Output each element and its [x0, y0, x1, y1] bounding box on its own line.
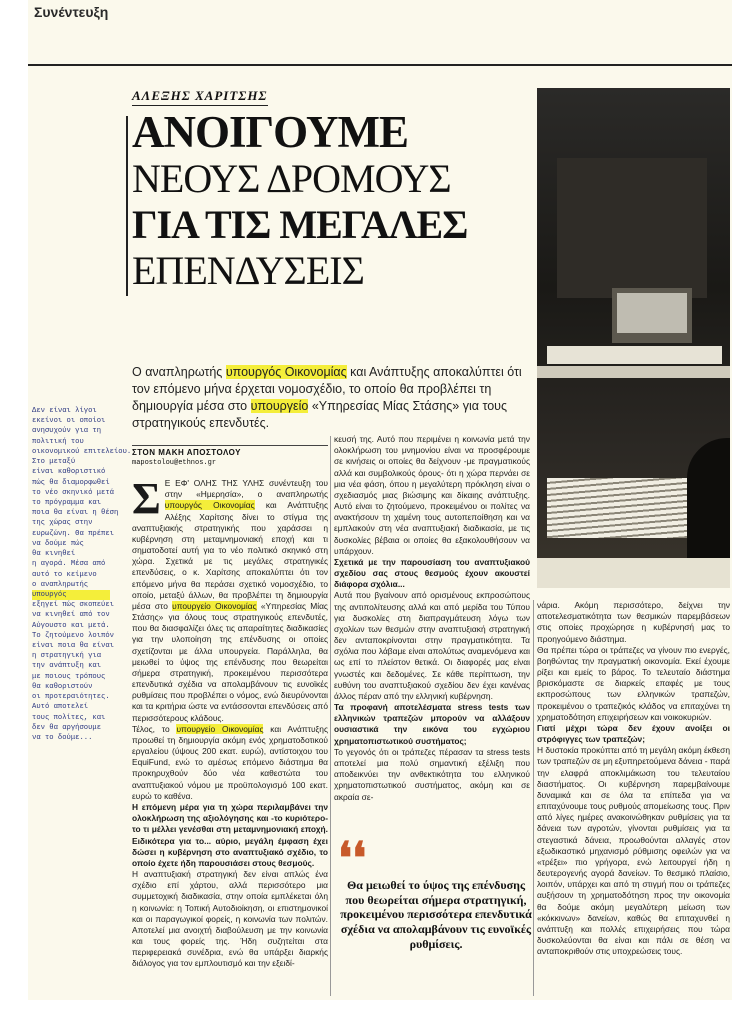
article-column-2 [334, 434, 530, 803]
col1-paragraph-3: Η αναπτυξιακή στρατηγική δεν είναι απλώς ένα σχέδιο επί χάρτου, αλλά περισσότερο μια συμμετοχική διαδικασία, στην οποία εμπλέκεται όλη η κοινωνία: η Τοπική Αυτοδιοίκηση, οι επιστημονικοί και οι παραγωγικοί φορείς, η κοινωνία των πολιτών. Αποτελεί μια ανοιχτή διαβούλευση με την κοινωνία και τους φορείς της. Ήδη συζητείται στα περιφερειακά συνέδρια, ενώ θα υπάρξει διαρκής διάλογος για τον εμπλουτισμό και την εξειδί- [132, 869, 328, 969]
column-divider-1 [330, 436, 331, 996]
title-line-3: ΓΙΑ ΤΙΣ ΜΕΓΑΛΕΣ [132, 202, 468, 247]
margin-note-line: με ποιους τρόπους [32, 672, 106, 681]
margin-note-line: τους πολίτες, και [32, 713, 106, 722]
lead-text-1: Ο αναπληρωτής [132, 365, 226, 379]
margin-note-line: ευρωζώνη. Θα πρέπει [32, 529, 114, 538]
byline-rule [132, 445, 328, 446]
margin-note-line: εξηγεί πώς σκοπεύει [32, 601, 114, 610]
margin-note-line: την ανάπτυξη και [32, 662, 102, 671]
margin-note-line: να το δούμε... [32, 734, 93, 742]
margin-note-line: να δούμε πώς [32, 539, 84, 548]
margin-note-line: πώς θα διαμορφωθεί [32, 478, 110, 487]
col1-paragraph-1 [132, 474, 328, 724]
col1-paragraph-2 [132, 724, 328, 802]
article-column-1 [132, 474, 328, 970]
col3-paragraph-2: Θα πρέπει τώρα οι τράπεζες να γίνουν πιο ενεργές, βοηθώντας την πραγματική οικονομία. Εκεί έχουμε ρίξει και εμείς το βάρος. Το τελευταίο διάστημα βρισκόμαστε σε διαρκείς επαφές με τους εκπροσώπους των ελληνικών τραπεζών, προκειμένου ο τραπεζικός κλάδος να επιταχύνει τη χρηματοδότηση επιχειρήσεων και νοικοκυριών. [537, 644, 730, 722]
col3-paragraph-1: νάρια. Ακόμη περισσότερο, δείχνει την αποτελεσματικότητα των θεσμικών παρεμβάσεων στις οποίες προχώρησε η κυβέρνησή μας το προηγούμενο διάστημα. [537, 600, 730, 644]
margin-note-line: υπουργός [32, 590, 110, 600]
margin-note-line: η στρατηγική για [32, 652, 102, 661]
title-rule [126, 116, 128, 296]
col1-highlight-3: υπουργείο Οικονομίας [176, 723, 264, 734]
col2-question-2: Τα προφανή αποτελέσματα stress tests των ελληνικών τραπεζών μπορούν να αλλάξουν ουσιαστικά την εικόνα του εγχώριου χρηματοπιστωτικού συστήματος; [334, 702, 530, 746]
margin-note-line: Αυτό αποτελεί [32, 703, 89, 712]
margin-note-line: το νέο σκηνικό μετά [32, 488, 114, 497]
title-line-4: ΕΠΕΝΔΥΣΕΙΣ [132, 248, 364, 293]
margin-note-line: θα κινηθεί [32, 550, 76, 559]
margin-note-line: πολιτική του [32, 437, 84, 446]
lead-highlight-1: υπουργός Οικονομίας [225, 365, 347, 379]
photo-desk [537, 558, 730, 588]
lead-paragraph [132, 364, 530, 432]
col1-text-5: και Ανάπτυξης προωθεί τη δημιουργία ακόμη ενός χρηματοδοτικού εργαλείου (ύψους 200 εκατ. ευρώ), αντίστοιχου του EquiFund, ενώ το αμέσως επόμενο διάστημα θα προκηρυχθούν δύο νέα καθεστώτα του αναπτυξιακού νόμου με προϋπολογισμό 100 εκατ. ευρώ το καθένα. [132, 723, 328, 801]
photo-papers-1 [547, 346, 722, 364]
photo-screen [617, 293, 687, 333]
lead-text-2: και Ανάπτυξης αποκαλύπτει ότι τον επόμενο μήνα έρχεται νομοσχέδιο, το οποίο θα προβλέπει τη δημιουργία μέσα στο [132, 365, 522, 413]
drop-cap: Σ [132, 474, 161, 523]
byline-email: mapostolou@ethnos.gr [132, 459, 217, 467]
interview-photo [537, 88, 730, 588]
title-line-1: ΑΝΟΙΓΟΥΜΕ [132, 107, 408, 157]
lead-highlight-2: υπουργείο [250, 398, 309, 413]
photo-window [557, 158, 707, 298]
margin-note-line: της χώρας στην [32, 519, 93, 528]
margin-note-line: αυτό το κείμενο [32, 570, 97, 579]
pull-quote-text: Θα μειωθεί το ύψος της επένδυσης που θεωρείται σήμερα στρατηγική, προκειμένου περισσότερα επενδυτικά σχέδια να απολαμβάνουν τις ευνοϊκές ρυθμίσεις. [340, 878, 532, 951]
photo-papers-2 [537, 366, 730, 378]
col2-paragraph-1: κευσή της. Αυτό που περιμένει η κοινωνία μετά την ολοκλήρωση του μνημονίου είναι να προσφέρουμε σε κινήσεις οι οποίες θα δείχνουν -με πραγματικούς αλλά και συμβολικούς όρους- ότι η χώρα περνάει σε μια νέα φάση, όπου η μεγαλύτερη πρόκληση είναι ο σχεδιασμός μιας βιώσιμης και δίκαιης ανάπτυξης. Αυτό είναι το ζητούμενο, προκειμένου οι πολίτες να ανακτήσουν τη χαμένη τους αυτοπεποίθηση και να εμπλακούν στη νέα αναπτυξιακή διαδικασία, με τις δυσκολίες βέβαια οι οποίες θα εξακολουθήσουν να υπάρχουν. [334, 434, 530, 556]
margin-note-line: ο αναπληρωτής [32, 580, 89, 589]
col3-question: Γιατί μέχρι τώρα δεν έχουν ανοίξει οι στρόφιγγες των τραπεζών; [537, 722, 730, 745]
author-name: ΑΛΕΞΗΣ ΧΑΡΙΤΣΗΣ [132, 88, 268, 106]
margin-note-line: Δεν είναι λίγοι [32, 407, 97, 415]
pull-quote [338, 834, 534, 951]
photo-files [547, 478, 687, 538]
margin-note-line: είναι ποια θα είναι [32, 642, 114, 651]
col1-question: Η επόμενη μέρα για τη χώρα περιλαμβάνει την ολοκλήρωση της αξιολόγησης και -το κυριότερο- το τι μέλλει γενέσθαι στη μεταμνημονιακή εποχή. Ειδικότερα για το... αύριο, μεγάλη έμφαση έχει δώσει η κυβέρνηση στο αναπτυξιακό σχέδιο, το οποίο έχετε ήδη παρουσιάσει στους θεσμούς. [132, 801, 328, 868]
article-column-3 [537, 600, 730, 958]
margin-note-line: ανησυχούν για τη [32, 427, 102, 436]
col2-question-1: Σχετικά με την παρουσίαση του αναπτυξιακού σχεδίου σας στους θεσμούς έχουν ακουστεί διάφορα σχόλια... [334, 556, 530, 590]
margin-note-line: εκείνοι οι οποίοι [32, 417, 106, 426]
margin-note-line: Αύγουστο και μετά. [32, 621, 110, 630]
margin-note-line: δεν θα αργήσουμε [32, 723, 102, 732]
title-line-2: ΝΕΟΥΣ ΔΡΟΜΟΥΣ [132, 156, 451, 201]
col1-text-2: και Ανάπτυξης Αλέξης Χαρίτσης δίνει το στίγμα της αναπτυξιακής στρατηγικής που χαράσσει η κυβέρνηση στη μεταμνημονιακή εποχή και τι σηματοδοτεί αυτή για το νέο πολιτικό σκηνικό στη χώρα. Σχετικά με τις μεγάλες στρατηγικές επενδύσεις, ο κ. Χαρίτσης αποκαλύπτει ότι τον επόμενο μήνα θα περάσει σχετικό νομοσχέδιο, το οποίο, μεταξύ άλλων, θα προβλέπει τη δημιουργία μέσα στο [132, 500, 328, 611]
section-label: Συνέντευξη [34, 4, 109, 20]
margin-note-line: ποια θα είναι η θέση [32, 509, 119, 518]
margin-note-line: Στο μεταξύ [32, 458, 76, 467]
col2-paragraph-2: Αυτά που βγαίνουν από ορισμένους εκπροσώπους της αντιπολίτευσης αλλά και από μερίδα του Τύπου για δυσκολίες στη διαπραγμάτευση λόγω των σχολίων των θεσμών στην αναπτυξιακή στρατηγική δεν ανταποκρίνονται στην πραγματικότητα. Τα σχόλια που λάβαμε είναι απολύτως αναμενόμενα και ως επί το πλείστον θετικά. Οι διαφορές μας είναι γνωστές και δεδομένες. Σε κάθε περίπτωση, την ευθύνη του αναπτυξιακού σχεδίου δεν έχει κανένας άλλος πέραν από την ελληνική κυβέρνηση. [334, 590, 530, 701]
newspaper-page [28, 0, 732, 1000]
margin-note-line: οικονομικού επιτελείου. [32, 447, 132, 456]
lead-text-3: «Υπηρεσίας Μίας Στάσης» για τους στρατηγικούς επενδυτές. [132, 398, 508, 430]
margin-note-line: οι προτεραιότητες. [32, 693, 110, 702]
col1-text-4: Τέλος, το [132, 723, 177, 734]
col1-highlight-1: υπουργός Οικονομίας [164, 500, 255, 511]
header-rule [28, 64, 732, 66]
col1-highlight-2: υπουργείο Οικονομίας [172, 600, 257, 611]
margin-note-line: είναι καθοριστικό [32, 468, 106, 477]
margin-note-line: να κινηθεί από τον [32, 611, 110, 620]
margin-note-line: η αγορά. Μέσα από [32, 560, 106, 569]
handwritten-margin-note [32, 406, 132, 743]
margin-note-line: θα καθοριστούν [32, 682, 93, 691]
quote-mark-icon: ❛❛ [338, 834, 367, 883]
col2-paragraph-3: Το γεγονός ότι οι τράπεζες πέρασαν τα stress tests αποτελεί μια πολύ σημαντική εξέλιξη που αποδεικνύει την ανθεκτικότητα του ελληνικού χρηματοπιστωτικού συστήματος, ακόμη και σε ακραία σε- [334, 746, 530, 802]
article-title [132, 107, 552, 293]
col1-text-1: Ε ΕΦ' ΟΛΗΣ ΤΗΣ ΥΛΗΣ συνέντευξη του στην «Ημερησία», ο αναπληρωτής [164, 478, 328, 500]
byline-label: ΣΤΟΝ ΜΑΚΗ ΑΠΟΣΤΟΛΟΥ [132, 448, 241, 457]
margin-note-line: το πρόγραμμα και [32, 498, 102, 507]
col3-paragraph-3: Η δυστοκία προκύπτει από τη μεγάλη ακόμη έκθεση των τραπεζών σε μη εξυπηρετούμενα δάνεια - παρά την ελαφρά αποκλιμάκωση του τελευταίου διαστήματος. Οι κυβέρνηση παρεμβαίνουμε δυναμικά και σε όλα τα επίπεδα για να επιταχύνουμε τους ρυθμούς απομείωσης τους. Πριν από λίγες ημέρες ανακοινώθηκαν ρυθμίσεις για τα δάνεια των αγροτών, γίνονται ρυθμίσεις για τα στεγαστικά δάνεια, προωθούνται αλλαγές στον εξωδικαστικό μηχανισμό ρύθμισης οφειλών για να «τρέξει» πιο γρήγορα, ενώ λειτουργεί ήδη η δευτερογενής αγορά δανείων. Το θεσμικό πλαίσιο, λοιπόν, υπάρχει και από τη στιγμή που οι τράπεζες αυξήσουν τη χρηματοδότηση προς την οικονομία θα δούμε ακόμη μεγαλύτερη μείωση των «κόκκινων» δανείων, καθώς θα επιταχυνθεί η ανάπτυξη και πολλές επιχειρήσεις που τώρα δυσκολεύονται θα είναι και πάλι σε θέση να ανταποκριθούν στις υποχρεώσεις τους. [537, 745, 730, 957]
col1-text-3: «Υπηρεσίας Μίας Στάσης» για όλους τους στρατηγικούς επενδυτές, που θα διασφαλίζει όλες τις απαραίτητες διαδικασίες για την υλοποίηση της επένδυσης οι οποίες σχετίζονται με άλλα υπουργεία. Παράλληλα, θα μειωθεί το ύψος της επένδυσης που θεωρείται σήμερα στρατηγική, προκειμένου περισσότερα επενδυτικά σχέδια να απολαμβάνουν τις ευνοϊκές ρυθμίσεις που προβλέπει ο νόμος, ενώ διευρύνονται και τα κριτήρια ώστε να εντάσσονται επενδύσεις από περισσότερους κλάδους. [132, 600, 328, 723]
margin-note-line: Το ζητούμενο λοιπόν [32, 631, 114, 640]
